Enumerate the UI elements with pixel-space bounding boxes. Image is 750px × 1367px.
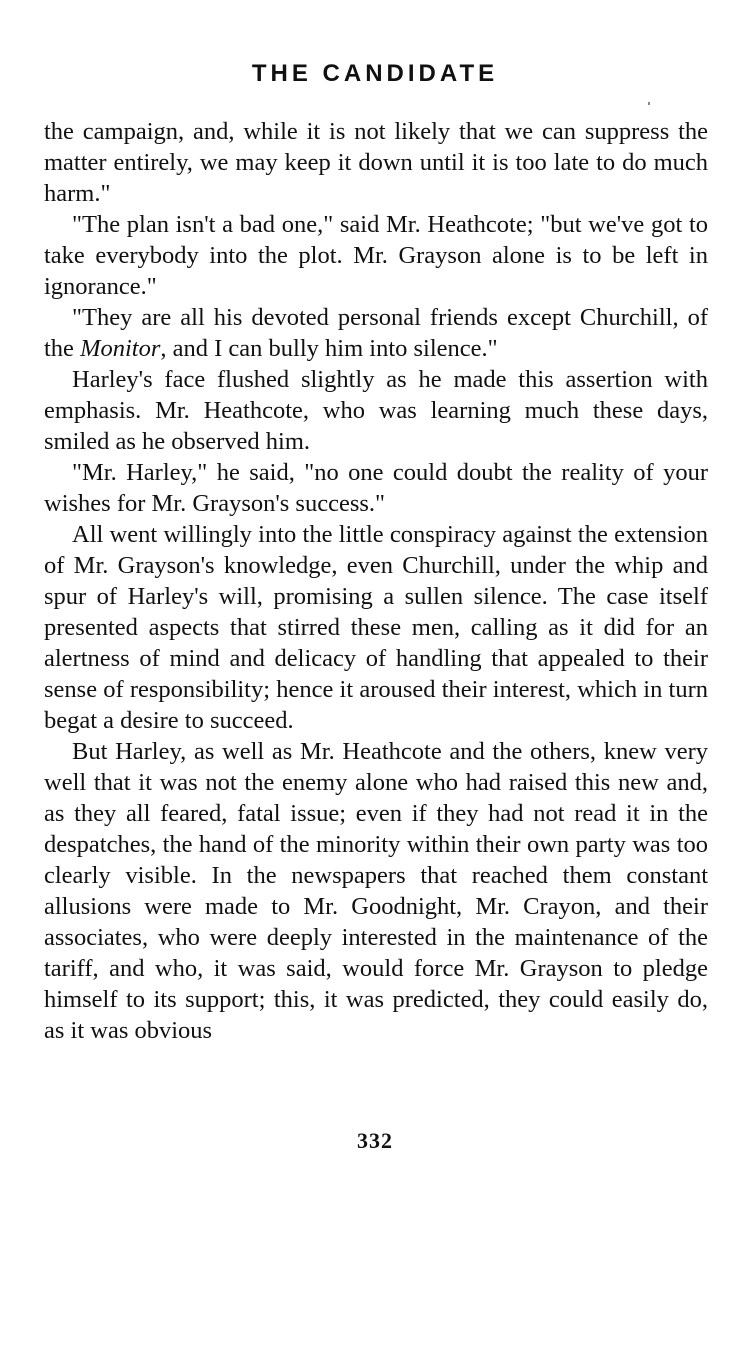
paragraph	[44, 364, 708, 457]
paragraph	[44, 736, 708, 1046]
paragraph-text: Harley's face flushed slightly as he made this assertion with emphasis. Mr. Heathcote, who was learning much these days, smiled as he observed him.	[44, 366, 708, 455]
paragraph-text: , and I can bully him into silence."	[160, 335, 498, 362]
print-speck	[648, 102, 650, 105]
paragraph-text: "Mr. Harley," he said, "no one could doubt the reality of your wishes for Mr. Grayson's success."	[44, 459, 708, 517]
paragraph-text: the campaign, and, while it is not likely that we can suppress the matter entirely, we may keep it down until it is too late to do much harm."	[44, 118, 708, 207]
newspaper-title: Monitor	[80, 335, 161, 362]
paragraph-text: "They are all his devoted personal friends except Churchill, of the	[44, 304, 708, 362]
paragraph	[44, 519, 708, 736]
running-head: THE CANDIDATE	[251, 60, 499, 87]
paragraph-text: "The plan isn't a bad one," said Mr. Heathcote; "but we've got to take everybody into the plot. Mr. Grayson alone is to be left in ignorance."	[44, 211, 708, 300]
paragraph	[44, 116, 708, 209]
paragraph-text: But Harley, as well as Mr. Heathcote and the others, knew very well that it was not the enemy alone who had raised this new and, as they all feared, fatal issue; even if they had not read it in the despatches, the hand of the minority within their own party was too clearly visible. In the newspapers that reached them constant allusions were made to Mr. Goodnight, Mr. Crayon, and their associates, who were deeply interested in the maintenance of the tariff, and who, it was said, would force Mr. Grayson to pledge himself to its support; this, it was predicted, they could easily do, as it was obvious	[44, 738, 708, 1044]
paragraph	[44, 302, 708, 364]
paragraph-text: All went willingly into the little conspiracy against the extension of Mr. Grayson's knowledge, even Churchill, under the whip and spur of Harley's will, promising a sullen silence. The case itself presented aspects that stirred these men, calling as it did for an alertness of mind and delicacy of handling that appealed to their sense of responsibility; hence it aroused their interest, which in turn begat a desire to succeed.	[44, 521, 708, 734]
paragraph	[44, 209, 708, 302]
page-number: 332	[357, 1128, 393, 1153]
body-text	[44, 116, 708, 1046]
paragraph	[44, 457, 708, 519]
